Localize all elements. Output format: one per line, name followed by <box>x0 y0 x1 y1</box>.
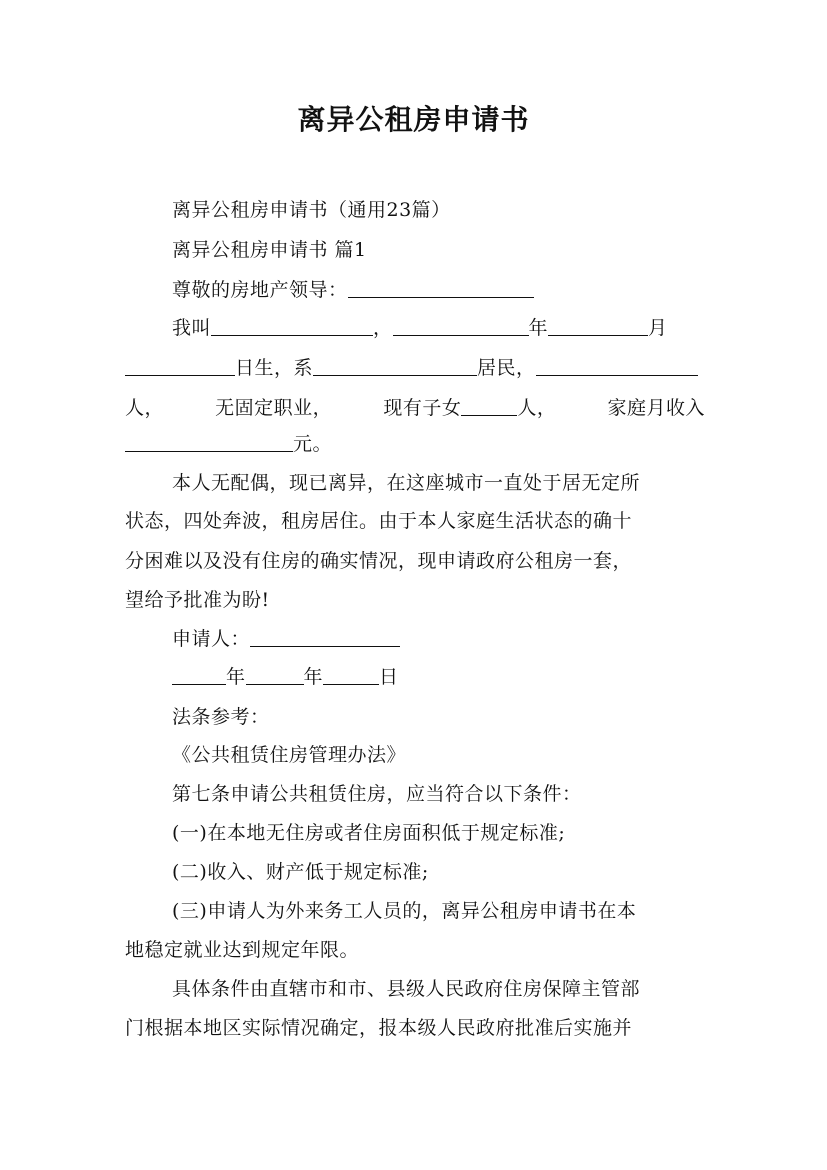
condition-item-3-line-2: 地稳定就业达到规定年限。 <box>125 939 360 961</box>
intro-text: 人， <box>517 397 557 419</box>
intro-line-2 <box>125 353 705 383</box>
condition-item-2: (二)收入、财产低于规定标准; <box>172 861 429 883</box>
body-line-4: 望给予批准为盼! <box>125 589 270 611</box>
document-subtitle: 离异公租房申请书（通用23篇） <box>172 199 451 221</box>
year-blank <box>172 664 226 685</box>
name-blank <box>211 315 373 336</box>
law-name: 《公共租赁住房管理办法》 <box>172 744 407 766</box>
birth-month-blank <box>548 315 648 336</box>
intro-text: 居民， <box>477 357 536 379</box>
section-heading: 离异公租房申请书 篇1 <box>172 239 367 261</box>
recipient-blank <box>348 277 534 298</box>
intro-text: 家庭月收入 <box>607 397 705 419</box>
hometown-blank <box>536 355 698 376</box>
income-blank <box>125 431 293 452</box>
legal-heading: 法条参考： <box>172 706 270 728</box>
intro-text: 元。 <box>293 433 333 455</box>
detail-line-2: 门根据本地区实际情况确定，报本级人民政府批准后实施并 <box>125 1017 633 1039</box>
intro-line-1 <box>172 313 705 343</box>
salutation-text: 尊敬的房地产领导： <box>172 279 348 301</box>
body-line-3: 分困难以及没有住房的确实情况，现申请政府公租房一套， <box>125 550 633 572</box>
intro-text: 现有子女 <box>383 397 462 419</box>
applicant-line <box>172 624 705 654</box>
birth-day-blank <box>125 355 235 376</box>
detail-line-1: 具体条件由直辖市和市、县级人民政府住房保障主管部 <box>172 978 641 1000</box>
date-line <box>172 662 705 692</box>
condition-item-3-line-1: (三)申请人为外来务工人员的，离异公租房申请书在本 <box>172 900 637 922</box>
residence-blank <box>313 355 477 376</box>
applicant-label: 申请人： <box>172 628 251 650</box>
body-line-2: 状态，四处奔波，租房居住。由于本人家庭生活状态的确十 <box>125 510 633 532</box>
document-title: 离异公租房申请书 <box>297 103 530 136</box>
day-blank <box>323 664 379 685</box>
salutation-line <box>172 275 705 305</box>
birth-year-blank <box>393 315 529 336</box>
intro-line-4 <box>125 429 705 459</box>
body-line-1: 本人无配偶，现已离异，在这座城市一直处于居无定所 <box>172 472 641 494</box>
date-text: 年 <box>226 666 246 688</box>
intro-line-3 <box>125 393 705 423</box>
intro-text: 人， <box>125 397 165 419</box>
article-7: 第七条申请公共租赁住房，应当符合以下条件： <box>172 783 582 805</box>
children-count <box>383 393 556 423</box>
date-text: 日 <box>379 666 399 688</box>
date-text: 年 <box>303 666 324 688</box>
children-blank <box>461 395 517 416</box>
month-blank <box>246 664 304 685</box>
condition-item-1: (一)在本地无住房或者住房面积低于规定标准; <box>172 822 566 844</box>
intro-text: 月 <box>648 317 668 339</box>
intro-text: 我叫 <box>172 317 212 339</box>
intro-text: 日生，系 <box>235 357 314 379</box>
intro-text: ， <box>373 317 393 339</box>
intro-text: 年 <box>528 317 549 339</box>
intro-text: 无固定职业， <box>215 397 333 419</box>
applicant-blank <box>250 626 400 647</box>
